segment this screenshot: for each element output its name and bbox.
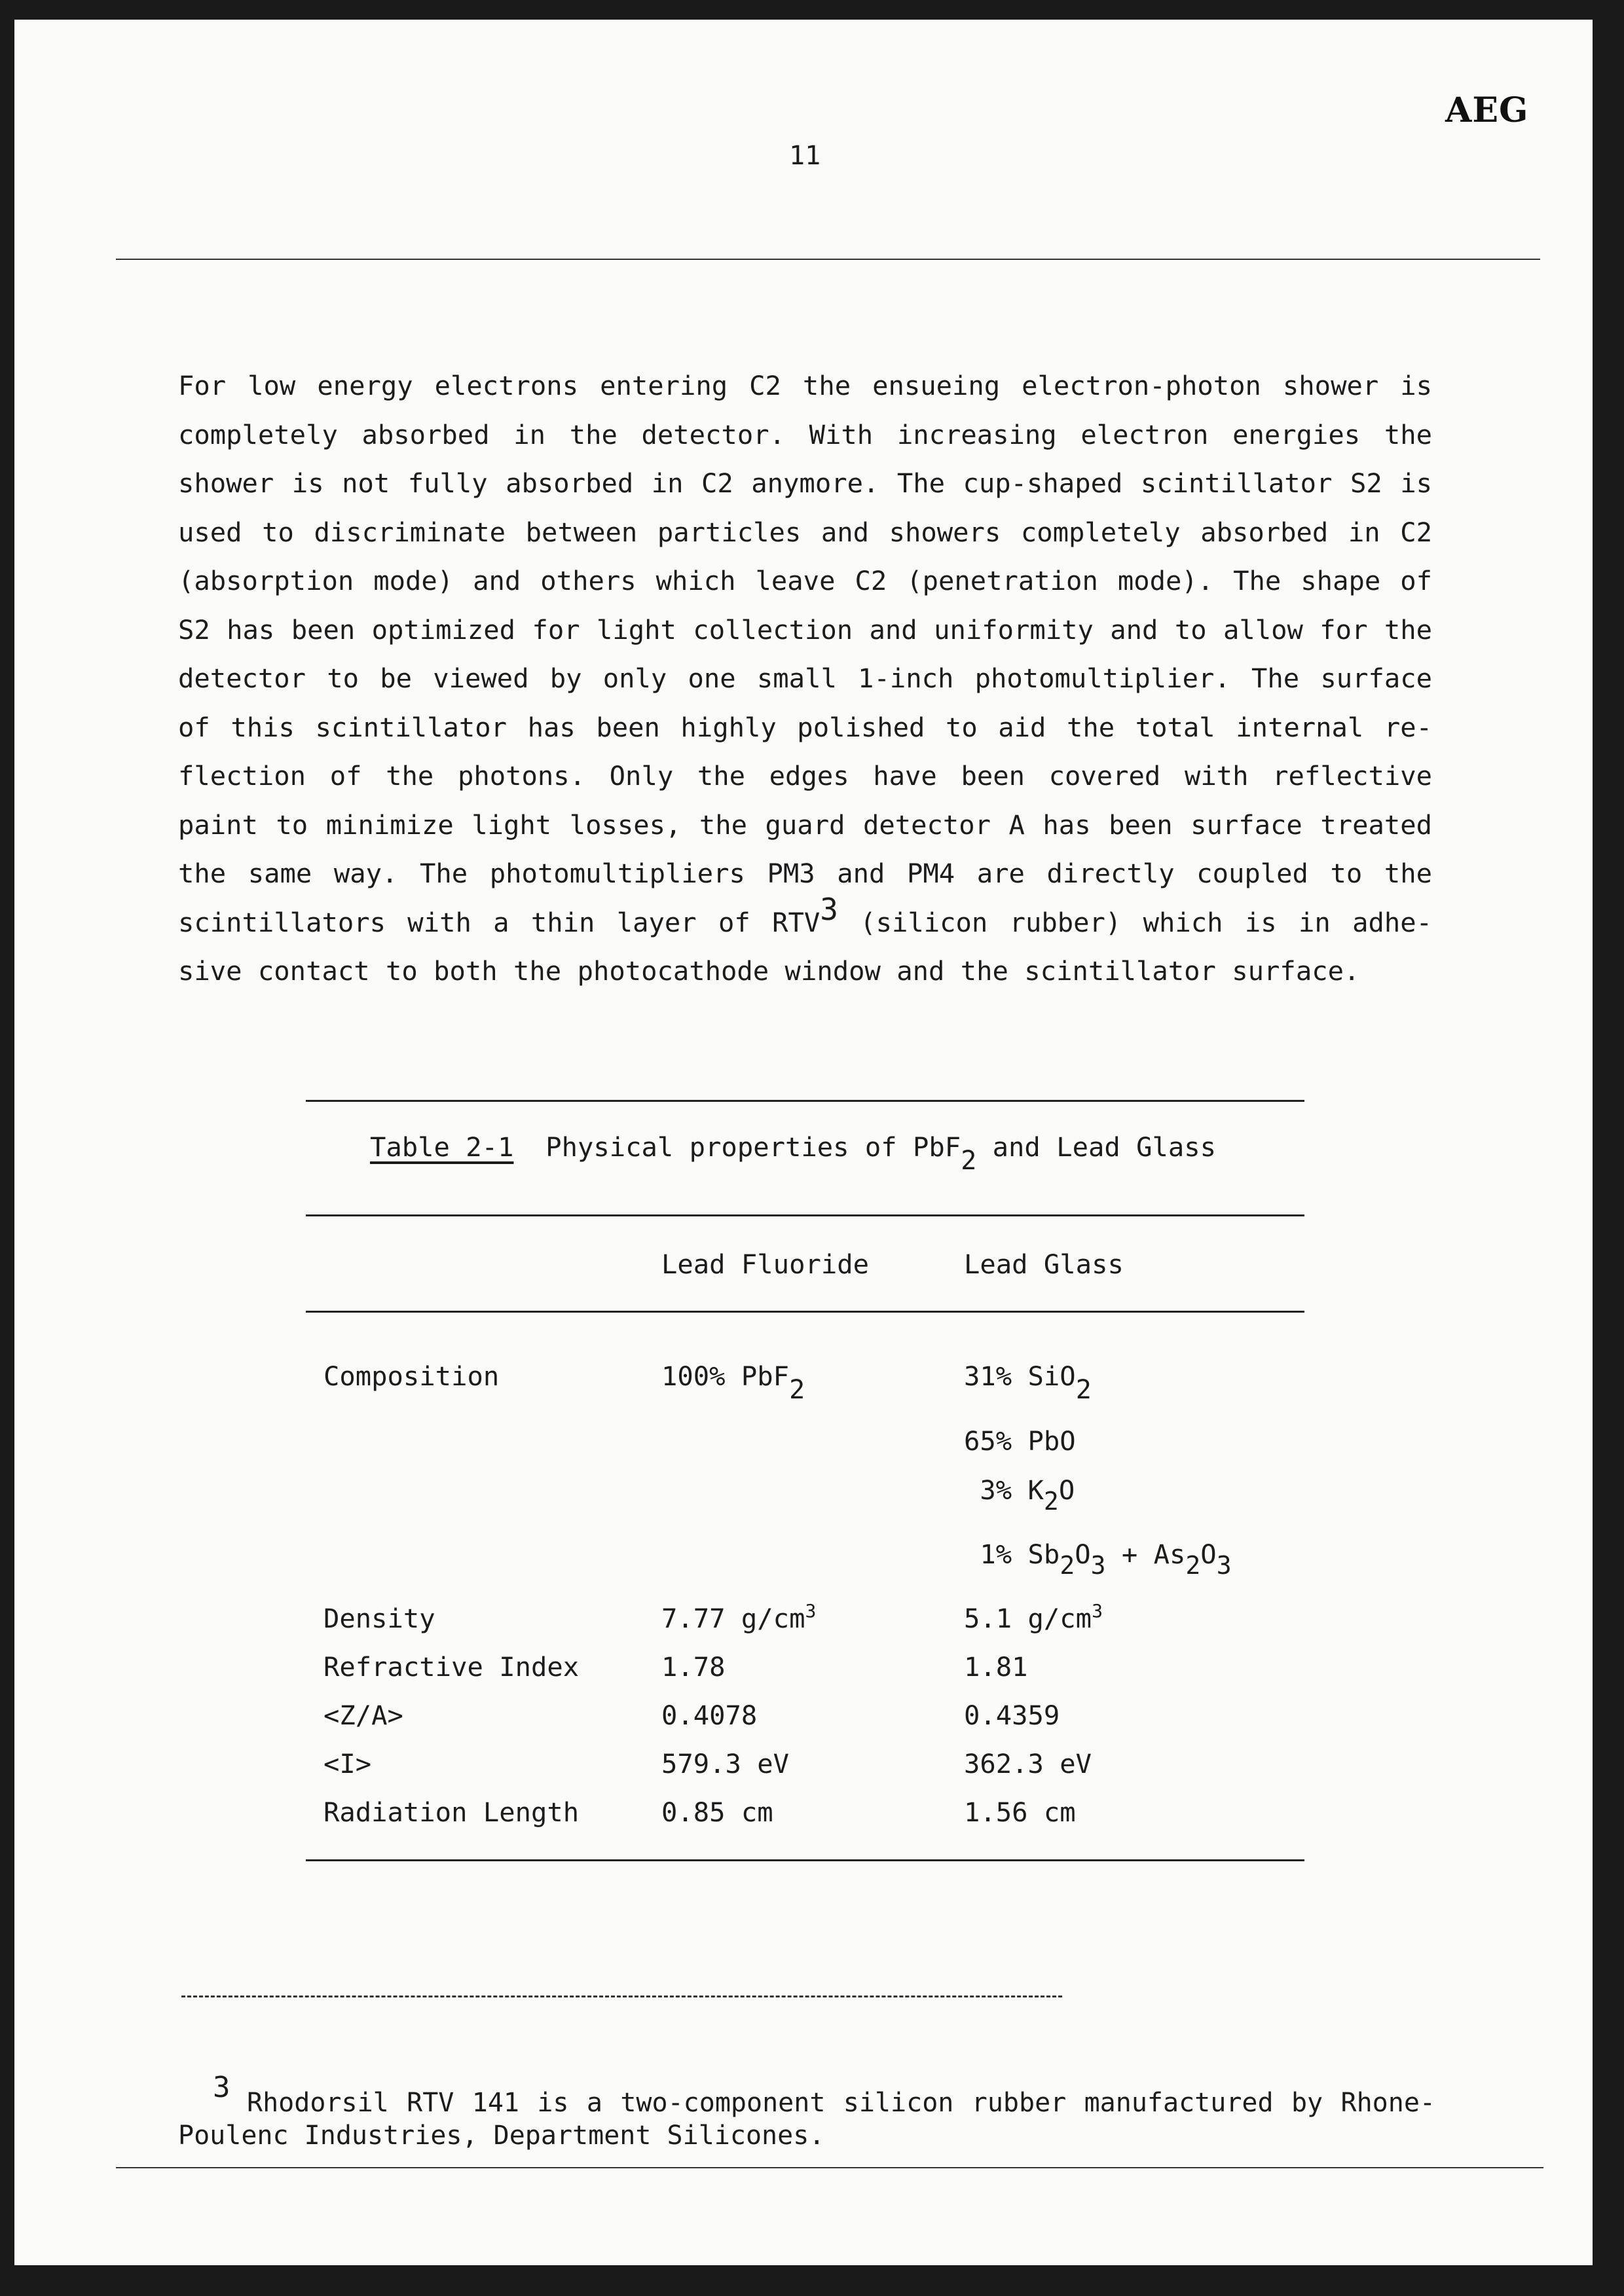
footnote-mark: 3 — [213, 2071, 231, 2104]
cell-text: O — [1075, 1539, 1091, 1570]
subscript: 3 — [1216, 1551, 1232, 1580]
cell-density-lead-glass — [964, 1600, 1103, 1634]
cell-lead-fluoride: 1.78 — [661, 1651, 726, 1683]
subscript: 2 — [789, 1375, 805, 1405]
body-line: For low energy electrons entering C2 the ensueing electron-photon shower is — [178, 370, 1432, 401]
table-header-rule — [306, 1311, 1304, 1313]
table-caption-rule — [306, 1214, 1304, 1216]
row-label-composition: Composition — [323, 1360, 500, 1392]
table-caption-label: Table 2-1 — [370, 1131, 514, 1163]
body-line: sive contact to both the photocathode window and the scintillator surface. — [178, 955, 1360, 987]
body-line: completely absorbed in the detector. With increasing electron energies the — [178, 418, 1432, 450]
cell-composition-glass-sio2 — [964, 1360, 1092, 1405]
cell-composition-glass-sb2o3 — [964, 1539, 1232, 1580]
table-bottom-rule — [306, 1859, 1304, 1861]
cell-lead-fluoride: 0.4078 — [661, 1700, 758, 1731]
cell-text: 100% PbF — [661, 1360, 790, 1392]
row-label-radiation-length: Radiation Length — [323, 1796, 580, 1828]
cell-text: 3% K — [964, 1474, 1044, 1506]
footnote-separator — [181, 1995, 1062, 1997]
column-header-lead-glass: Lead Glass — [964, 1248, 1124, 1280]
cell-composition-lead-fluoride — [661, 1360, 805, 1405]
footnote-line: Rhodorsil RTV 141 is a two-component silicon rubber manufactured by Rhone- — [247, 2088, 1435, 2118]
table-caption-tail: and Lead Glass — [976, 1131, 1217, 1163]
cell-text: 1% Sb — [964, 1539, 1060, 1570]
table-top-rule — [306, 1100, 1304, 1102]
row-label-density: Density — [323, 1603, 435, 1634]
cell-text: 7.77 g/cm — [661, 1603, 805, 1634]
cell-text: O — [1200, 1539, 1217, 1570]
body-line: (absorption mode) and others which leave C2 (penetration mode). The shape of — [178, 565, 1432, 596]
page-number: 11 — [789, 141, 821, 171]
body-line: paint to minimize light losses, the guard detector A has been surface treated — [178, 809, 1432, 841]
subscript: 2 — [1060, 1551, 1075, 1580]
cell-text: O — [1058, 1474, 1075, 1506]
body-line: the same way. The photomultipliers PM3 and PM4 are directly coupled to the — [178, 858, 1432, 889]
body-line — [178, 891, 1432, 947]
cell-lead-glass: 0.4359 — [964, 1700, 1060, 1731]
line-text: (silicon rubber) which is in adhe- — [838, 906, 1432, 938]
cell-lead-glass: 1.81 — [964, 1651, 1028, 1683]
body-line: of this scintillator has been highly polished to aid the total internal re- — [178, 711, 1432, 743]
body-paragraph — [178, 361, 1432, 996]
cell-composition-glass-k2o — [964, 1474, 1075, 1516]
column-header-lead-fluoride: Lead Fluoride — [661, 1248, 869, 1280]
footnote-reference: 3 — [820, 891, 838, 927]
cell-text: 5.1 g/cm — [964, 1603, 1092, 1634]
aeg-logo: AEG — [1445, 90, 1529, 130]
body-line: S2 has been optimized for light collection and uniformity and to allow for the — [178, 613, 1432, 646]
footer-rule — [116, 2167, 1543, 2168]
cell-composition-glass-pbo: 65% PbO — [964, 1425, 1076, 1457]
subscript: 2 — [1043, 1487, 1059, 1516]
body-line: flection of the photons. Only the edges have been covered with reflective — [178, 760, 1432, 792]
header-rule — [116, 259, 1540, 260]
subscript: 2 — [1075, 1375, 1092, 1405]
body-line: detector to be viewed by only one small 1-inch photomultiplier. The surface — [178, 663, 1432, 694]
footnote-line: Poulenc Industries, Department Silicones. — [178, 2121, 825, 2151]
cell-lead-glass: 362.3 eV — [964, 1748, 1092, 1779]
table-caption — [370, 1131, 1217, 1176]
row-label-z-over-a: <Z/A> — [323, 1700, 403, 1731]
row-label-refractive-index: Refractive Index — [323, 1651, 580, 1683]
superscript: 3 — [1092, 1600, 1103, 1622]
subscript: 2 — [961, 1146, 977, 1176]
body-line: used to discriminate between particles and showers completely absorbed in C2 — [178, 516, 1432, 548]
subscript: 3 — [1090, 1551, 1106, 1580]
footnote — [178, 2086, 1435, 2152]
line-text: scintillators with a thin layer of RTV — [178, 906, 821, 938]
table-caption-text: Physical properties of PbF — [513, 1131, 961, 1163]
cell-lead-fluoride: 579.3 eV — [661, 1748, 790, 1779]
cell-density-lead-fluoride — [661, 1600, 817, 1634]
cell-lead-glass: 1.56 cm — [964, 1796, 1076, 1828]
cell-text: + As — [1105, 1539, 1186, 1570]
superscript: 3 — [805, 1600, 817, 1622]
subscript: 2 — [1185, 1551, 1201, 1580]
row-label-mean-excitation: <I> — [323, 1748, 372, 1779]
document-page — [14, 20, 1593, 2265]
body-line: shower is not fully absorbed in C2 anymore. The cup-shaped scintillator S2 is — [178, 467, 1432, 499]
cell-text: 31% SiO — [964, 1360, 1076, 1392]
cell-lead-fluoride: 0.85 cm — [661, 1796, 773, 1828]
